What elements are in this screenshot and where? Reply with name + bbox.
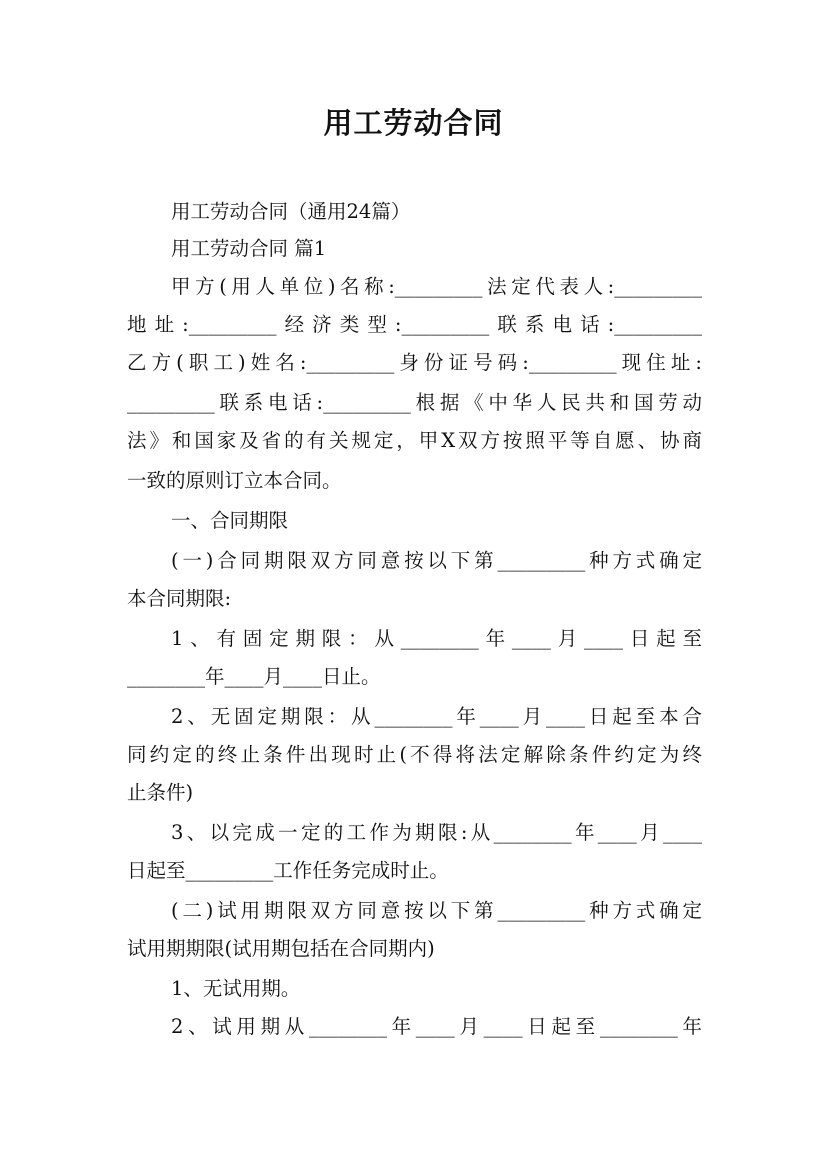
doc-line-term-intro-cont: 本合同期限: xyxy=(127,587,232,610)
doc-line-law: 法》和国家及省的有关规定，甲X双方按照平等自愿、协商 xyxy=(127,429,702,452)
doc-line-party-a: 甲方(用人单位)名称:_________法定代表人:_________ xyxy=(171,275,702,298)
doc-line-contact: _________联系电话:_________根据《中华人民共和国劳动 xyxy=(127,391,702,414)
doc-line-principle: 一致的原则订立本合同。 xyxy=(127,469,342,492)
doc-line-heading-term: 一、合同期限 xyxy=(171,509,289,532)
doc-line-open-term: 2、无固定期限：从________年____月____日起至本合 xyxy=(171,705,702,728)
doc-line-address: 地址:_________经济类型:_________联系电话:_________ xyxy=(127,313,702,336)
doc-line-task-term-cont: 日起至_________工作任务完成时止。 xyxy=(127,859,449,882)
doc-line-open-term-cont: 同约定的终止条件出现时止(不得将法定解除条件约定为终 xyxy=(127,743,702,766)
doc-line-probation-intro-cont: 试用期期限(试用期包括在合同期内) xyxy=(127,937,435,960)
doc-line-term-intro: (一)合同期限双方同意按以下第_________种方式确定 xyxy=(171,549,702,572)
doc-line-fixed-term: 1、有固定期限：从________年____月____日起至 xyxy=(171,627,702,650)
doc-line-open-term-end: 止条件) xyxy=(127,781,194,804)
doc-line-no-probation: 1、无试用期。 xyxy=(171,977,301,1000)
doc-line-probation-intro: (二)试用期限双方同意按以下第_________种方式确定 xyxy=(171,899,702,922)
doc-line-party-b: 乙方(职工)姓名:_________身份证号码:_________现住址: xyxy=(127,351,702,374)
doc-line-fixed-term-cont: ________年____月____日止。 xyxy=(127,665,381,688)
doc-line-subtitle: 用工劳动合同（通用24篇） xyxy=(171,200,411,223)
doc-line-section-heading: 用工劳动合同 篇1 xyxy=(171,237,327,260)
document-title: 用工劳动合同 xyxy=(323,106,504,140)
doc-line-probation-period: 2、试用期从________年____月____日起至________年 xyxy=(171,1015,702,1038)
doc-line-task-term: 3、以完成一定的工作为期限:从________年____月____ xyxy=(171,821,702,844)
